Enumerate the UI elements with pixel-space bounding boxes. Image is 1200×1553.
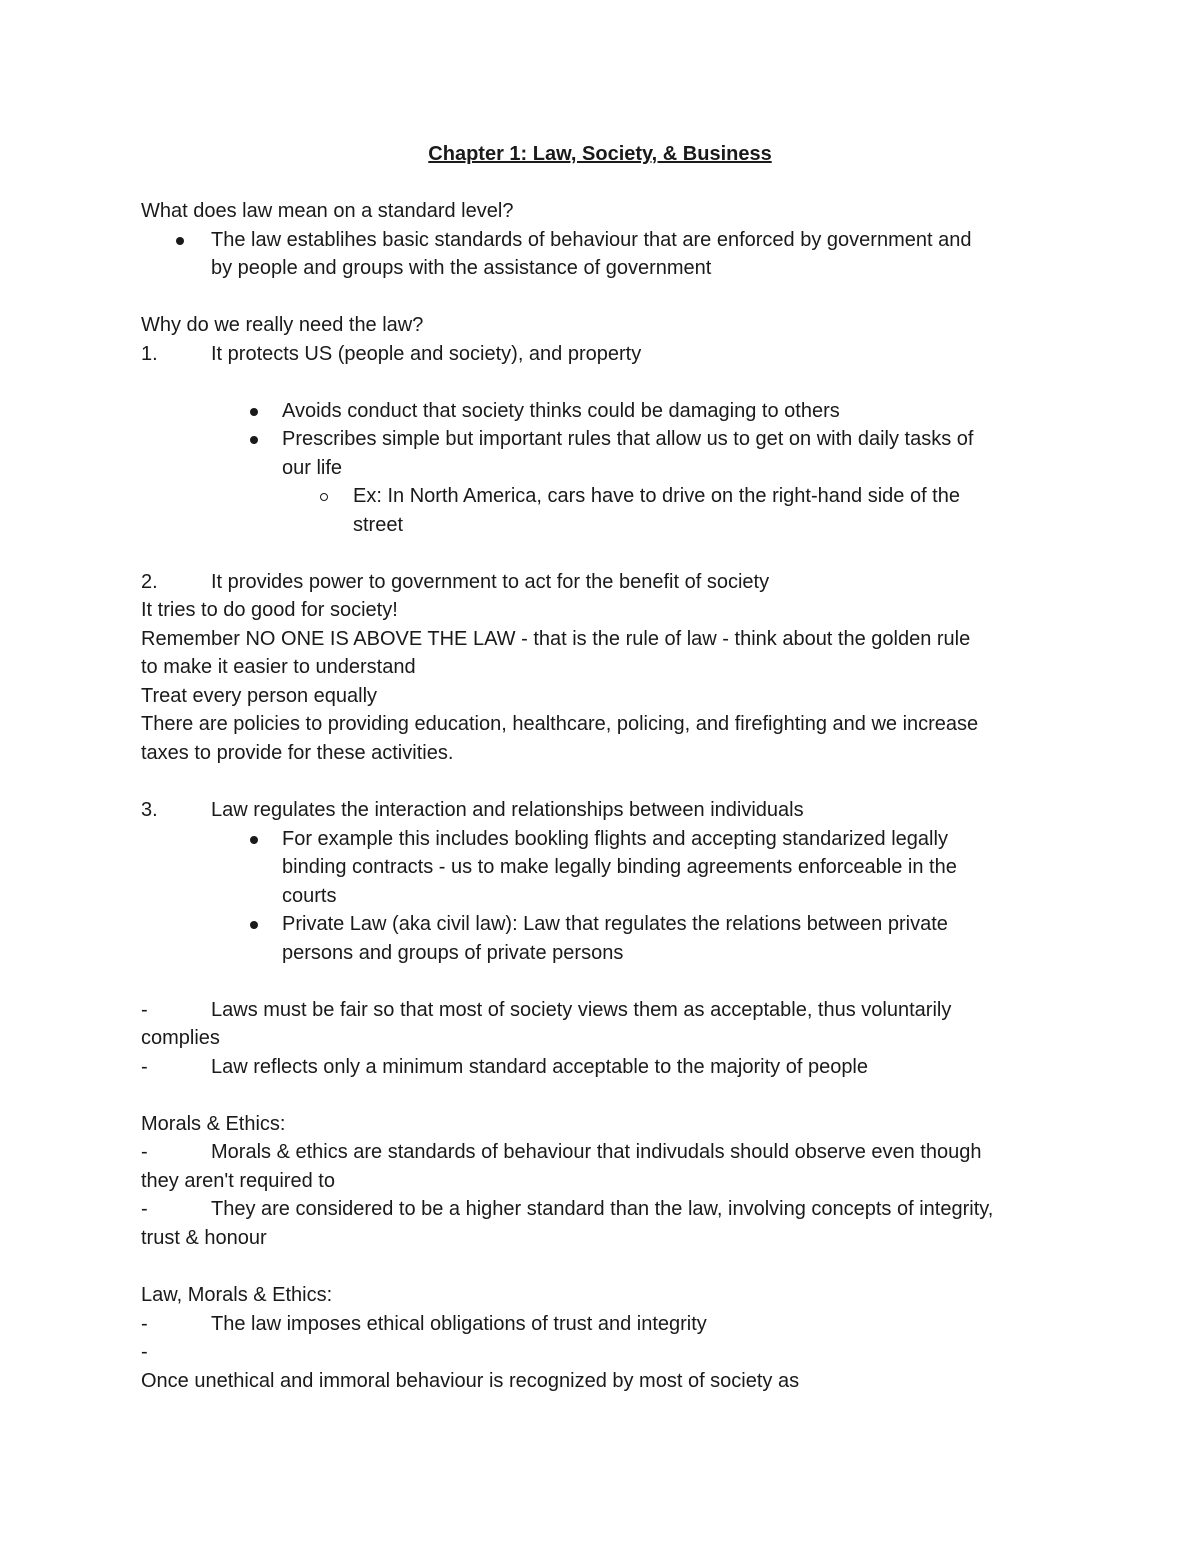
bullet-icon (250, 836, 258, 844)
paragraph: Once unethical and immoral behaviour is recognized by most of society as (141, 1370, 800, 1392)
list-number: 2. (141, 571, 158, 593)
dash-item-text: They are considered to be a higher standard than the law, involving concepts of integrity, (211, 1198, 994, 1220)
dash-marker: - (141, 1198, 148, 1220)
dash-marker: - (141, 1313, 148, 1335)
dash-item-text: Laws must be fair so that most of society views them as acceptable, thus voluntarily (211, 999, 952, 1021)
paragraph: Remember NO ONE IS ABOVE THE LAW - that is the rule of law - think about the golden rule (141, 628, 971, 650)
question-heading: Why do we really need the law? (141, 314, 424, 336)
dash-marker: - (141, 1141, 148, 1163)
dash-marker: - (141, 1341, 148, 1363)
list-item-text: It protects US (people and society), and property (211, 343, 642, 365)
bullet-text: persons and groups of private persons (282, 942, 624, 964)
dash-item-text: Law reflects only a minimum standard acceptable to the majority of people (211, 1056, 869, 1078)
circle-bullet-icon (320, 493, 328, 501)
bullet-text: Private Law (aka civil law): Law that regulates the relations between private (282, 913, 948, 935)
list-item-text: It provides power to government to act for the benefit of society (211, 571, 770, 593)
paragraph: It tries to do good for society! (141, 599, 398, 621)
bullet-text: Prescribes simple but important rules that allow us to get on with daily tasks of (282, 428, 974, 450)
bullet-icon (250, 436, 258, 444)
sub-bullet-text: street (353, 514, 404, 536)
dash-item-text: The law imposes ethical obligations of trust and integrity (211, 1313, 707, 1335)
dash-item-text: trust & honour (141, 1227, 267, 1249)
paragraph: Treat every person equally (141, 685, 378, 707)
bullet-icon (250, 408, 258, 416)
bullet-text: The law establihes basic standards of behaviour that are enforced by government and (211, 229, 972, 251)
paragraph: There are policies to providing education, healthcare, policing, and firefighting and we increase (141, 713, 979, 735)
bullet-text: Avoids conduct that society thinks could be damaging to others (282, 400, 840, 422)
question-heading: What does law mean on a standard level? (141, 200, 514, 222)
list-number: 3. (141, 799, 158, 821)
page-title: Chapter 1: Law, Society, & Business (428, 143, 772, 165)
bullet-text: by people and groups with the assistance of government (211, 257, 712, 279)
bullet-text: courts (282, 885, 337, 907)
section-heading: Law, Morals & Ethics: (141, 1284, 333, 1306)
dash-item-text: complies (141, 1027, 220, 1049)
bullet-text: our life (282, 457, 343, 479)
paragraph: taxes to provide for these activities. (141, 742, 454, 764)
paragraph: to make it easier to understand (141, 656, 416, 678)
section-heading: Morals & Ethics: (141, 1113, 286, 1135)
sub-bullet-text: Ex: In North America, cars have to drive on the right-hand side of the (353, 485, 960, 507)
list-number: 1. (141, 343, 158, 365)
bullet-icon (250, 921, 258, 929)
bullet-text: binding contracts - us to make legally binding agreements enforceable in the (282, 856, 957, 878)
dash-item-text: Morals & ethics are standards of behaviour that indivudals should observe even though (211, 1141, 982, 1163)
dash-marker: - (141, 999, 148, 1021)
list-item-text: Law regulates the interaction and relationships between individuals (211, 799, 804, 821)
dash-item-text: they aren't required to (141, 1170, 335, 1192)
bullet-icon (176, 237, 184, 245)
bullet-text: For example this includes bookling flights and accepting standarized legally (282, 828, 948, 850)
dash-marker: - (141, 1056, 148, 1078)
